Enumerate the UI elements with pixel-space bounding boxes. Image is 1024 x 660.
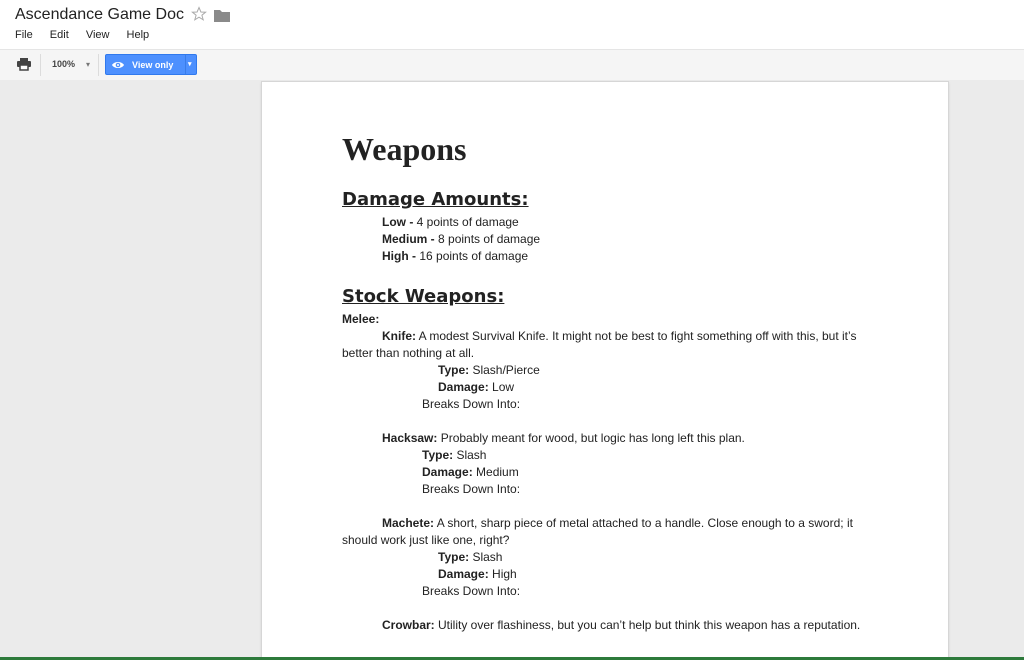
hacksaw-type: Type: Slash (422, 448, 487, 462)
weapon-hacksaw: Hacksaw: Probably meant for wood, but logic has long left this plan. (382, 431, 745, 445)
toolbar (0, 49, 1024, 81)
menu-bar (15, 29, 163, 41)
knife-breaks-down: Breaks Down Into: (422, 397, 521, 411)
chevron-down-icon[interactable]: ▾ (188, 61, 192, 68)
print-icon[interactable] (14, 55, 34, 73)
weapon-machete: Machete: A short, sharp piece of metal attached to a handle. Close enough to a sword; it should work just like one, right? (342, 516, 857, 547)
damage-low: Low - 4 points of damage (382, 215, 519, 229)
knife-damage: Damage: Low (438, 380, 515, 394)
melee-label: Melee: (342, 312, 380, 326)
star-icon[interactable] (191, 6, 207, 22)
heading-weapons: Weapons (342, 131, 467, 167)
weapon-crowbar: Crowbar: Utility over flashiness, but you can’t help but think this weapon has a reputation. (382, 618, 861, 632)
chevron-down-icon[interactable]: ▾ (86, 60, 91, 69)
folder-icon[interactable] (214, 9, 230, 22)
zoom-select[interactable]: 100% (52, 59, 76, 69)
menu-edit[interactable]: Edit (49, 29, 69, 41)
damage-medium: Medium - 8 points of damage (382, 232, 541, 246)
view-only-button[interactable] (105, 54, 197, 75)
document-page (262, 82, 948, 660)
machete-breaks-down: Breaks Down Into: (422, 584, 521, 598)
document-content (342, 130, 862, 634)
machete-type: Type: Slash (438, 550, 503, 564)
damage-high: High - 16 points of damage (382, 249, 529, 263)
eye-icon (111, 58, 125, 72)
button-divider (185, 55, 186, 74)
heading-stock-weapons: Stock Weapons: (342, 286, 505, 307)
menu-file[interactable]: File (15, 29, 33, 41)
knife-type: Type: Slash/Pierce (438, 363, 540, 377)
menu-view[interactable]: View (85, 29, 110, 41)
toolbar-separator (40, 54, 41, 76)
machete-damage: Damage: High (438, 567, 517, 581)
toolbar-separator (98, 54, 99, 76)
hacksaw-breaks-down: Breaks Down Into: (422, 482, 521, 496)
heading-damage-amounts: Damage Amounts: (342, 189, 529, 210)
hacksaw-damage: Damage: Medium (422, 465, 519, 479)
docs-header (0, 0, 1024, 49)
view-mode-label: View only (132, 60, 174, 70)
weapon-knife: Knife: A modest Survival Knife. It might not be best to fight something off with this, but it’s better than nothing at all. (342, 329, 860, 360)
document-title[interactable]: Ascendance Game Doc (15, 6, 184, 23)
document-canvas[interactable] (0, 80, 1024, 660)
menu-help[interactable]: Help (126, 29, 150, 41)
